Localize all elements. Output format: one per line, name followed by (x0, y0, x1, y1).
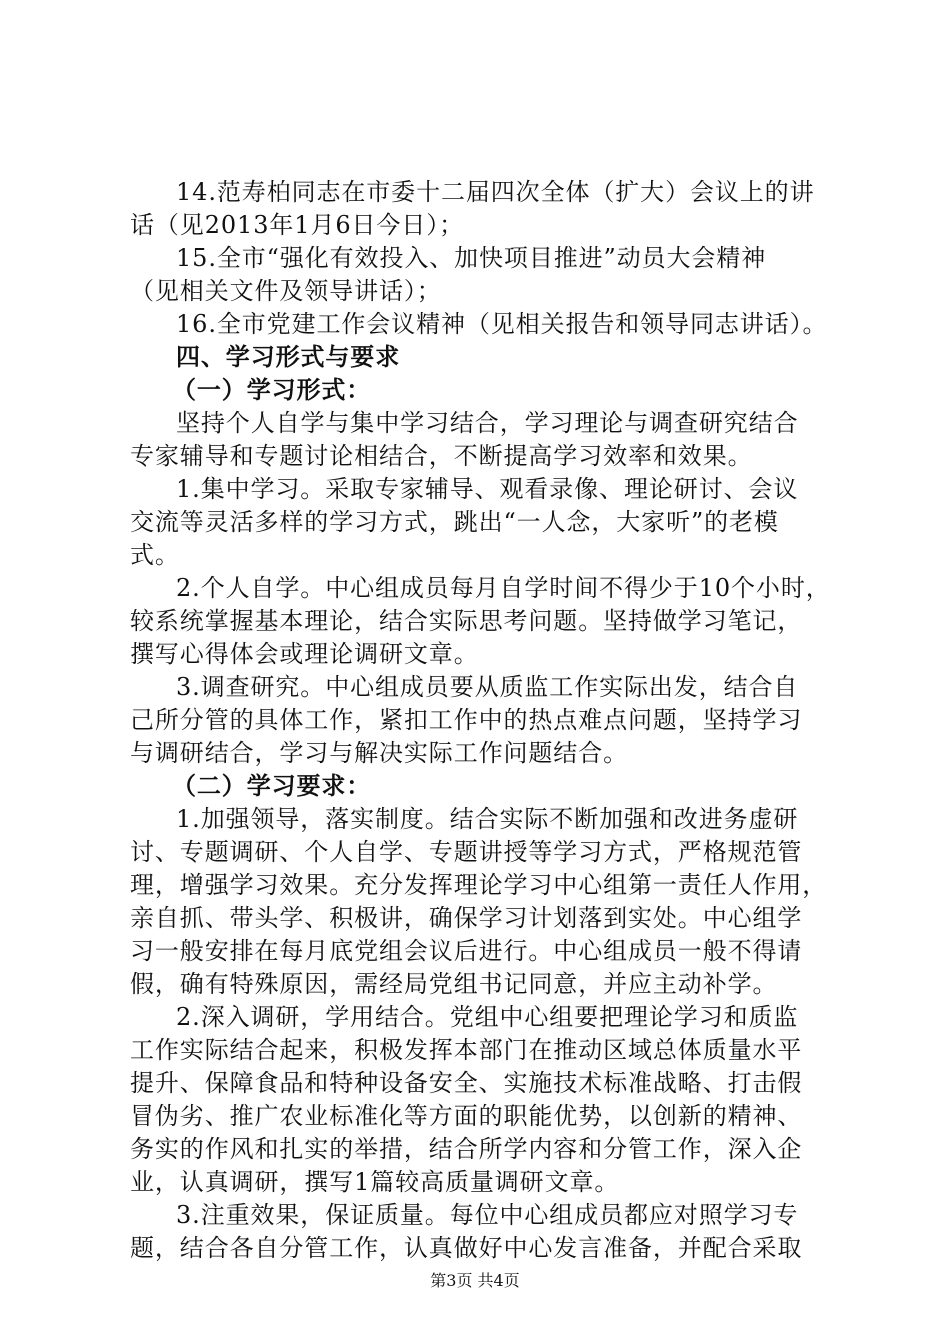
body-text-line: 撰写心得体会或理论调研文章。 (130, 640, 479, 668)
body-text-line: 专家辅导和专题讨论相结合，不断提高学习效率和效果。 (130, 442, 753, 470)
body-text-line: 3.注重效果，保证质量。每位中心组成员都应对照学习专 (176, 1201, 799, 1229)
body-text-line: 交流等灵活多样的学习方式，跳出“一人念，大家听”的老模 (130, 508, 779, 536)
body-text-line: 16.全市党建工作会议精神（见相关报告和领导同志讲话）。 (176, 310, 828, 338)
body-text-line: 1.集中学习。采取专家辅导、观看录像、理论研讨、会议 (176, 475, 799, 503)
body-text-line: 亲自抓、带头学、积极讲，确保学习计划落到实处。中心组学 (130, 904, 803, 932)
body-text-line: 与调研结合，学习与解决实际工作问题结合。 (130, 739, 628, 767)
body-text-line: 2.个人自学。中心组成员每月自学时间不得少于10个小时， (176, 574, 831, 602)
body-text-line: 式。 (130, 541, 180, 569)
body-text-line: 务实的作风和扎实的举措，结合所学内容和分管工作，深入企 (130, 1135, 803, 1163)
body-text-line: 习一般安排在每月底党组会议后进行。中心组成员一般不得请 (130, 937, 803, 965)
body-text-line: 业，认真调研，撰写1篇较高质量调研文章。 (130, 1168, 620, 1196)
body-text-line: 较系统掌握基本理论，结合实际思考问题。坚持做学习笔记， (130, 607, 803, 635)
body-text-line: 题，结合各自分管工作，认真做好中心发言准备，并配合采取 (130, 1234, 803, 1262)
body-text-line: 话（见2013年1月6日今日）； (130, 211, 465, 239)
body-text-line: 提升、保障食品和特种设备安全、实施技术标准战略、打击假 (130, 1069, 803, 1097)
page-footer: 第3页 共4页 (430, 1271, 520, 1290)
body-text-line: 2.深入调研，学用结合。党组中心组要把理论学习和质监 (176, 1003, 799, 1031)
document-body (130, 176, 835, 1265)
body-text-line: 1.加强领导，落实制度。结合实际不断加强和改进务虚研 (176, 805, 799, 833)
subsection-heading: （一）学习形式： (172, 376, 372, 404)
subsection-heading: （二）学习要求： (172, 772, 372, 800)
body-text-line: （见相关文件及领导讲话）； (130, 277, 442, 305)
body-text-line: 冒伪劣、推广农业标准化等方面的职能优势，以创新的精神、 (130, 1102, 803, 1130)
body-text-line: 理，增强学习效果。充分发挥理论学习中心组第一责任人作用， (130, 871, 828, 899)
body-text-line: 假，确有特殊原因，需经局党组书记同意，并应主动补学。 (130, 970, 778, 998)
body-text-line: 讨、专题调研、个人自学、专题讲授等学习方式，严格规范管 (130, 838, 803, 866)
body-text-line: 15.全市“强化有效投入、加快项目推进”动员大会精神 (176, 244, 767, 272)
body-text-line: 14.范寿柏同志在市委十二届四次全体（扩大）会议上的讲 (176, 178, 815, 206)
section-heading: 四、学习形式与要求 (176, 343, 401, 371)
body-text-line: 坚持个人自学与集中学习结合，学习理论与调查研究结合 (176, 409, 799, 437)
body-text-line: 3.调查研究。中心组成员要从质监工作实际出发，结合自 (176, 673, 799, 701)
body-text-line: 己所分管的具体工作，紧扣工作中的热点难点问题，坚持学习 (130, 706, 803, 734)
body-text-line: 工作实际结合起来，积极发挥本部门在推动区域总体质量水平 (130, 1036, 803, 1064)
